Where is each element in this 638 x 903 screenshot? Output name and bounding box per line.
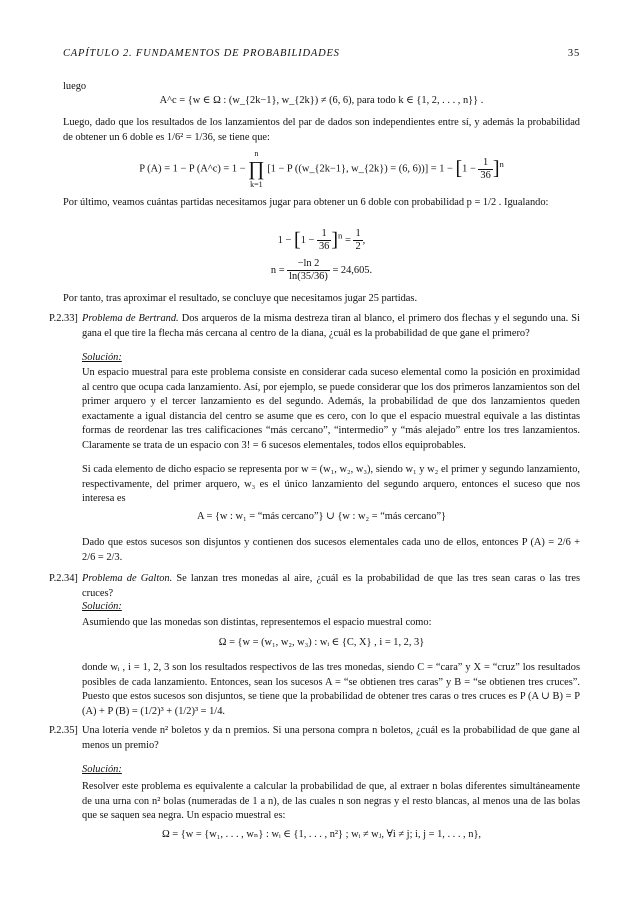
running-header [63, 47, 580, 61]
equation-probability-a: P (A) = 1 − P (A^c) = 1 − n ∏ k=1 [1 − P ((w_{2k−1}, w_{2k}) = (6, 6))] = 1 − [1 − $\frac{1}{36}$ ]$^n$ [139, 149, 504, 189]
solution-2-35-paragraph-1: Resolver este problema es equivalente a calcular la probabilidad de que, al extraer n bolas diferentes simultáneamente de una urna con n² bolas (numeradas de 1 a n), de las cuales n son negras y el resto blancas, al menos una de las bolas que se saquen sea negra. Un espacio muestral es: [82, 781, 580, 822]
equation-pa-right: [1 − P ((w_{2k−1}, w_{2k}) = (6, 6))] = 1 − [267, 163, 453, 175]
paragraph-independence: Luego, dado que los resultados de los lanzamientos del par de dados son independientes entre sí, y además la probabilidad de obtener un 6 doble es 1/6² = 1/36, se tiene que: [63, 117, 580, 143]
product-lower: k=1 [250, 180, 263, 189]
equation-complement: A^c = {w ∈ Ω : (w_{2k−1}, w_{2k}) ≠ (6, 6), para todo k ∈ {1, 2, . . . , n}} . [159, 95, 484, 106]
solution-2-34-paragraph-2: donde wᵢ , i = 1, 2, 3 son los resultados respectivos de las tres monedas, siendo C = “cara” y X = “cruz” los resultados posibles de cada lanzamiento. Entonces, sean los sucesos A = “se obtienen tres caras” y B = “se obtienen tres cruces”. Puesto que estos sucesos son disjuntos, se tiene que la probabilidad de obtener tres caras o tres cruces es P (A ∪ B) = P (A) + P (B) = (1/2)³ + (1/2)³ = 1/4. [82, 662, 580, 717]
equation-n-solution: n = $\frac{-\ln 2}{\ln(35/36)}$ = 24,605. [270, 258, 373, 282]
page-number: 35 [567, 48, 580, 59]
solution-label-2-34: Solución: [82, 601, 122, 612]
product-operator: n ∏ k=1 [248, 149, 265, 189]
equation-equating: 1 − [1 − $\frac{1}{36}$ ]$^n$ = $\frac{1}{2}$ , [277, 228, 366, 252]
problem-label-2-35: P.2.35] [49, 725, 78, 736]
exponent-n: n [499, 158, 504, 169]
equation-sample-space-lottery: Ω = {w = {w₁, . . . , wₙ} : wᵢ ∈ {1, . . . , n²} ; wᵢ ≠ wⱼ, ∀i ≠ j; i, j = 1, . . . , n}, [161, 829, 482, 840]
paragraph-conclusion: Por tanto, tras aproximar el resultado, se concluye que necesitamos jugar 25 partidas. [63, 293, 418, 304]
solution-label-2-35: Solución: [82, 764, 122, 775]
problem-statement-2-35: Una lotería vende n² boletos y da n premios. Si una persona compra n boletos, ¿cuál es la probabilidad de que gane al menos un premio? [82, 725, 580, 751]
fraction-one-36: $\frac{1}{36}$ [480, 156, 491, 181]
solution-label-2-33: Solución: [82, 352, 122, 363]
problem-statement-2-34: Problema de Galton. Se lanzan tres monedas al aire, ¿cuál es la probabilidad de que las tres sean caras o las tres cruces? [82, 573, 580, 599]
solution-2-33-paragraph-3: Dado que estos sucesos son disjuntos y contienen dos sucesos elementales cada uno de ellos, entonces P (A) = 2/6 + 2/6 = 2/3. [82, 537, 580, 563]
paragraph-luego: luego [63, 81, 87, 92]
equation-event-a: A = {w : w₁ = “más cercano”} ∪ {w : w₂ = “más cercano”} [196, 511, 447, 522]
equation-pa-left: P (A) = 1 − P (A^c) = 1 − [139, 163, 246, 175]
chapter-title: CAPÍTULO 2. FUNDAMENTOS DE PROBABILIDADES [63, 48, 340, 59]
solution-2-34-paragraph-1: Asumiendo que las monedas son distintas, representemos el espacio muestral como: [82, 617, 432, 628]
paragraph-ultimo: Por último, veamos cuántas partidas necesitamos jugar para obtener un 6 doble con probabilidad p = 1/2 . Igualando: [63, 197, 549, 208]
problem-label-2-33: P.2.33] [49, 313, 78, 324]
problem-statement-2-33: Problema de Bertrand. Dos arqueros de la misma destreza tiran al blanco, el primero dos flechas y el segundo una. Si gana el que tire la flecha más cercana al centro de la diana, ¿cuál es la probabilidad de que gane el primero? [82, 313, 580, 339]
problem-label-2-34: P.2.34] [49, 573, 78, 584]
product-upper: n [254, 149, 259, 158]
solution-2-33-paragraph-1: Un espacio muestral para este problema consiste en considerar cada suceso elemental como la posición en proximidad al centro que ocupa cada lanzamiento. Así, por ejemplo, se puede considerar que los dos primeros lanzamientos son del primer arquero y el tercer lanzamiento es del segundo. Además, la probabilidad de que dos lanzamientos queden exactamente a igual distancia del centro se asume que es cero, con lo que el espacio muestral equivale a las distintas formas de reordenar las tres calificaciones “más cercano”, “intermedio” y “más alejado” entre los tres lanzamientos. Claramente se trata de un espacio con 3! = 6 sucesos elementales, todos ellos equiprobables. [82, 367, 580, 451]
equation-sample-space-coins: Ω = {w = (w₁, w₂, w₃) : wᵢ ∈ {C, X} , i = 1, 2, 3} [218, 637, 425, 648]
solution-2-33-paragraph-2: Si cada elemento de dicho espacio se representa por w = (w₁, w₂, w₃), siendo w₁ y w₂ el primer y segundo lanzamiento, respectivamente, del primer arquero, w₃ es el único lanzamiento del segundo arquero, entonces el suceso que nos interesa es [82, 464, 580, 505]
